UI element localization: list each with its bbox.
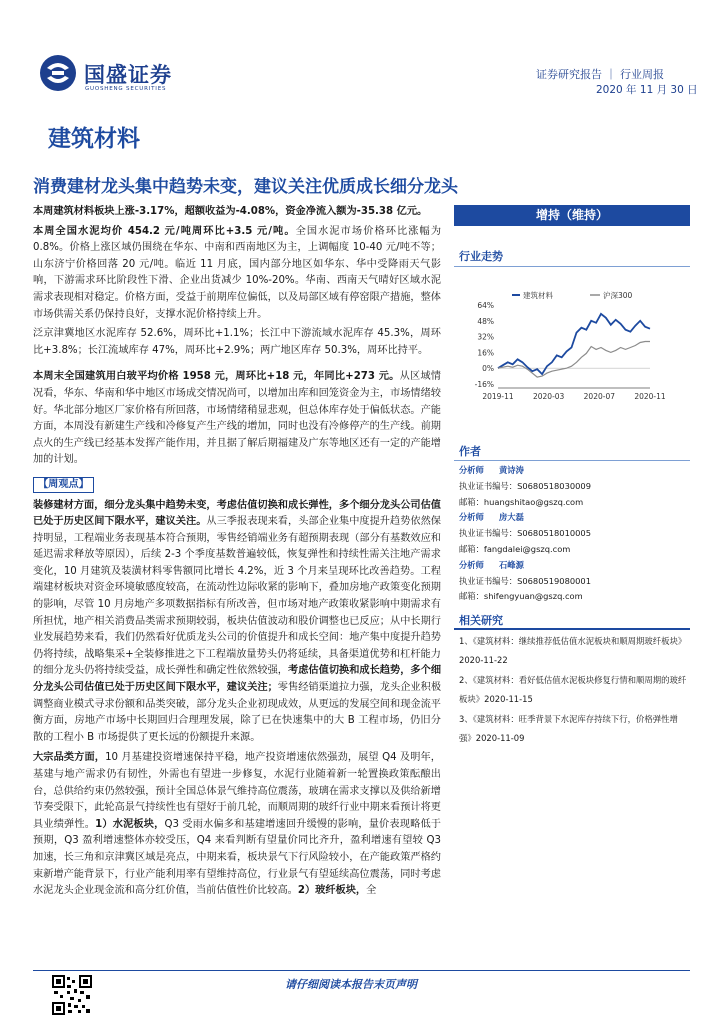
author-list — [459, 463, 689, 605]
chart-x-tick-3: 2020-11 — [634, 392, 666, 401]
qr-code-icon — [52, 975, 92, 1015]
chart-series-0 — [498, 314, 650, 374]
logo-emblem-icon — [38, 53, 78, 93]
related-divider — [454, 628, 690, 630]
rating-badge: 增持（维持） — [454, 205, 690, 226]
headline: 消费建材龙头集中趋势未变，建议关注优质成长细分龙头 — [33, 177, 458, 197]
trend-chart — [454, 284, 690, 408]
related-item-2[interactable]: 2、《建筑材料：看好低估值水泥板块修复行情和顺周期的玻纤板块》2020-11-15 — [459, 675, 687, 704]
logo-name: 国盛证券 — [84, 63, 172, 87]
cement-paragraph: 本周全国水泥均价 454.2 元/吨周环比+3.5 元/吨。全国水泥市场价格环比涨幅为 0.8%。价格上涨区域仍围绕在华东、中南和西南地区为主，上调幅度 10-40 元/吨不等；山东济宁价格回落 20 元/吨。临近 11 月底，国内部分地区如华东、华中受降雨天气影响，下游需求环比阶段性下滑、企业出货减少 10%-20%。华南、西南天气晴好区域水泥需求表现相对稳定。价格方面，受益于前期库位偏低，以及局部区域有停窑限产措施，整体市场供需关系仍保持良好，支撑水泥价格持续上升。 — [33, 225, 442, 320]
author-title: 作者 — [459, 445, 481, 458]
decoration-paragraph: 装修建材方面，细分龙头集中趋势未变，考虑估值切换和成长弹性，多个细分龙头公司估值已处于历史区间下限水平，建议关注。从三季报表现来看，头部企业集中度提升趋势依然保持明显，工程端业务表现基本符合预期，零售经销端业务有超预期表现（部分有基数效应和延迟需求释放等原因），后续 2-3 个季度基数普遍较低，恢复弹性和持续性需关注地产需求变化，10 月建筑及装潢材料零售额同比增长 4.2%，近 3 个月来呈现环比改善趋势。工程端建材板块对资金环境敏感度较高，在流动性边际收紧的影响下，叠加房地产政策变化预期的影响，尽管 10 月房地产多项数据指标有所改善，但市场对地产政策收紧影响中期需求有所担忧，地产相关消费品类需求预期较弱，板块估值波动和股价调整也已反应；从中长期行业发展趋势来看，我们仍然看好优质龙头公司的价值提升和成长空间：地产集中度提升趋势仍将持续，战略集采+全装修推进之下工程端放量势头仍将延续，具备渠道优势和杠杆能力的细分龙头仍将持续受益，成长弹性和确定性依然较强，考虑估值切换和成长趋势，多个细分龙头公司估值已处于历史区间下限水平，建议关注；零售经销渠道拉力强，龙头企业积极调整商业模式寻求份额和品类突破，部分龙头企业初现成效，从更远的发展空间和现金流平衡方面，房地产市场中长期回归合理理发展，除了已在快速集中的大 B 工程市场，仍旧分散的工程小 B 市场提供了更长远的份额提升来源。 — [33, 499, 442, 743]
related-list — [459, 632, 689, 747]
summary-section — [33, 204, 441, 900]
chart-x-tick-2: 2020-07 — [583, 392, 616, 401]
chart-y-tick-4: 48% — [477, 316, 494, 326]
author-2: 分析师 房大磊 执业证书编号：S0680518010005 邮箱：fangdalei@gszq.com — [459, 512, 591, 554]
logo-english: GUOSHENG SECURITIES — [85, 86, 167, 92]
bulk-paragraph: 大宗品类方面，10 月基建投资增速保持平稳，地产投资增速依然强劲，展望 Q4 及明年，基建与地产需求仍有韧性，外需也有望进一步修复，水泥行业随着新一轮置换政策酝酿出台，总供给约束仍然较强，预计全国总体景气维持高位震荡，玻璃在需求支撑以及供给新增节奏受限下，此轮高景气持续性也有望好于前几轮，而顺周期的玻纤行业中期来看预计将更具业绩弹性。1）水泥板块，Q3 受雨水偏多和基建增速回升缓慢的影响，量价表现略低于预期，Q3 盈利增速整体亦较受压，Q4 来看判断有望量价同比齐升，盈利增速有望较 Q3 加速，长三角和京津冀区域是亮点，中期来看，板块景气下行风险较小，在产能政策严格约束新增产能背景下，行业产能利用率有望维持高位，行业景气有望延续高位震荡，同时考虑水泥龙头企业现金流和高分红价值，当前估值性价比较高。2）玻纤板块，全 — [33, 752, 441, 897]
inventory-paragraph: 泛京津冀地区水泥库存 52.6%，周环比+1.1%；长江中下游流域水泥库存 45.3%，周环比+3.8%；长江流域库存 47%，周环比+2.9%；两广地区库存 50.3%，周环比持平。 — [33, 328, 441, 356]
summary-intro: 本周建筑材料板块上涨-3.17%，超额收益为-4.08%，资金净流入额为-35.38 亿元。 — [33, 206, 428, 217]
chart-legend-label-1: 沪深300 — [603, 291, 633, 300]
chart-x-tick-1: 2020-03 — [532, 392, 565, 401]
viewpoint-tag: 【周观点】 — [33, 477, 94, 493]
author-1: 分析师 黄诗涛 执业证书编号：S0680518030009 邮箱：huangshitao@gszq.com — [459, 465, 591, 507]
chart-legend-label-0: 建筑材料 — [523, 291, 553, 300]
author-divider — [454, 460, 690, 461]
author-3-email[interactable]: shifengyuan@gszq.com — [483, 591, 583, 602]
author-1-email[interactable]: huangshitao@gszq.com — [483, 496, 584, 507]
industry-title: 建筑材料 — [48, 125, 140, 152]
trend-divider — [454, 266, 690, 267]
chart-y-tick-2: 16% — [477, 348, 494, 358]
chart-series-1 — [498, 342, 650, 378]
related-title: 相关研究 — [459, 614, 503, 627]
chart-y-tick-5: 64% — [477, 301, 494, 310]
author-2-email[interactable]: fangdalei@gszq.com — [483, 543, 571, 554]
logo — [38, 53, 190, 97]
report-type: 证券研究报告 ｜ 行业周报 — [536, 68, 664, 81]
related-item-3[interactable]: 3、《建筑材料：旺季背景下水泥库存持续下行，价格弹性增强》2020-11-09 — [459, 714, 678, 743]
report-date: 2020 年 11 月 30 日 — [596, 84, 698, 96]
trend-title: 行业走势 — [459, 250, 503, 263]
chart-y-tick-0: -16% — [474, 380, 494, 389]
footer-disclaimer: 请仔细阅读本报告末页声明 — [285, 978, 417, 991]
chart-y-tick-1: 0% — [482, 364, 494, 374]
chart-x-tick-0: 2019-11 — [482, 392, 514, 401]
chart-y-tick-3: 32% — [477, 332, 494, 342]
glass-paragraph: 本周末全国建筑用白玻平均价格 1958 元，周环比+18 元，年同比+273 元。从区域情况看，华东、华南和华中地区市场成交情况尚可，以增加出库和回笼资金为主，市场情绪较好。华北部分地区厂家价格有所回落，市场情绪稍显悲观，但总体库存处于偏低状态。产能方面，本周没有新建生产线和冷修复产生产线的增加，同时也没有冷修停产的生产线。前期点火的生产线已经基本发挥产能作用，并且据了解后期福建及广东等地区还有一定的产能增加的计划。 — [33, 371, 441, 466]
related-item-1[interactable]: 1、《建筑材料：继续推荐低估值水泥板块和顺周期玻纤板块》2020-11-22 — [459, 636, 687, 665]
footer-divider — [33, 970, 690, 971]
author-3: 分析师 石峰源 执业证书编号：S0680519080001 邮箱：shifengyuan@gszq.com — [459, 559, 591, 602]
